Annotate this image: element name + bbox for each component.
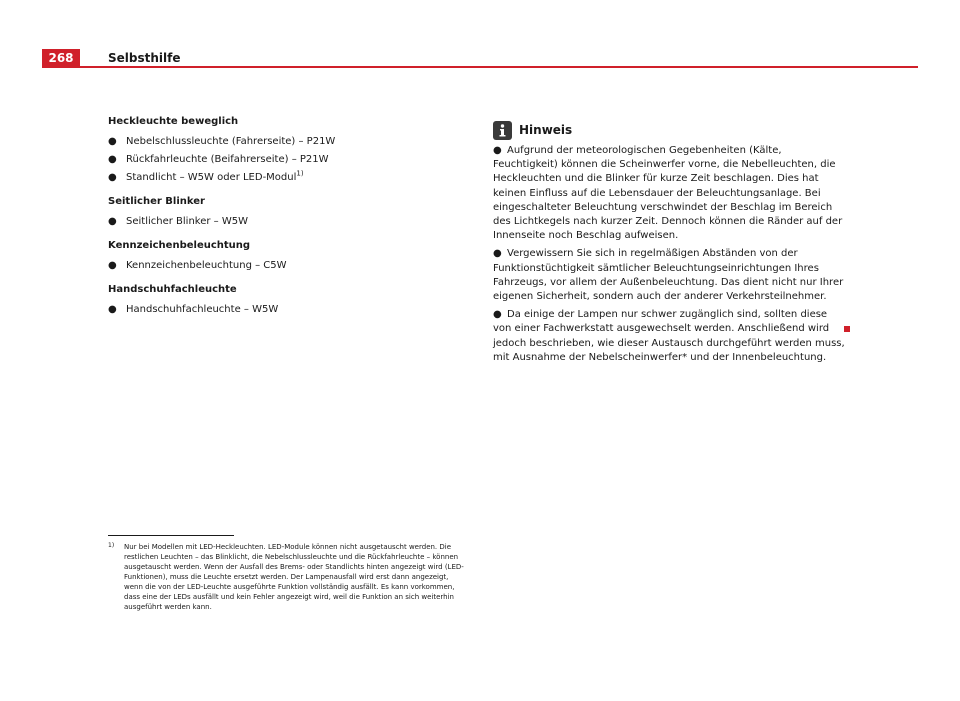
bullet-icon: ● (108, 172, 117, 183)
section-title: Selbsthilfe (108, 51, 181, 65)
group-heading: Seitlicher Blinker (108, 196, 205, 207)
footnote-rule (108, 535, 234, 536)
bullet-icon: ● (108, 304, 117, 315)
footnote-mark: 1) (108, 542, 115, 549)
bullet-icon: ● (108, 154, 117, 165)
footnote-text: Nur bei Modellen mit LED-Heckleuchten. LED-Module können nicht ausgetauscht werden. Die restlichen Leuchten – das Blinklicht, die Nebelschlussleuchte und die Rückfahrleuchte – können ausgetauscht werden. Wenn der Ausfall des Brems- oder Standlichts hinten angezeigt wird (LED-Funktionen), muss die Leuchte ersetzt werden. Der Lampenausfall wird erst dann angezeigt, wenn die von der LED-Leuchte ausgeführte Funktion vollständig ausfällt. Es kann vorkommen, dass eine der LEDs ausfällt und kein Fehler angezeigt wird, weil die Funktion an sich weiterhin ausgeführt werden kann. (124, 543, 464, 611)
group-heading: Kennzeichenbeleuchtung (108, 240, 251, 251)
page-number: 268 (42, 49, 80, 67)
list-item (108, 303, 468, 317)
bullet-icon: ● (108, 216, 117, 227)
note-paragraph (493, 308, 845, 365)
lamp-group (108, 195, 468, 229)
list-item (108, 153, 468, 167)
note-text: Aufgrund der meteorologischen Gegebenheiten (Kälte, Feuchtigkeit) können die Scheinwerfer vorne, die Nebelleuchten, die Heckleuchten und die Blinker für kurze Zeit beschlagen. Dies hat keinen Einfluss auf die Lebensdauer der Beleuchtungsanlage. Bei eingeschalteter Beleuchtung verschwindet der Beschlag im Bereich des Lichtkegels nach kurzer Zeit. Dennoch können die Ränder auf der Innenseite noch Beschlag aufweisen. (493, 145, 843, 242)
list-item-text: Handschuhfachleuchte – W5W (126, 304, 279, 315)
info-icon (493, 121, 512, 140)
note-box (493, 121, 845, 369)
lamp-group (108, 239, 468, 273)
note-paragraph (493, 144, 845, 243)
list-item (108, 259, 468, 273)
list-item-text: Seitlicher Blinker – W5W (126, 216, 248, 227)
bullet-icon: ● (108, 136, 117, 147)
bullet-icon: ● (493, 248, 502, 260)
page-header (42, 49, 918, 67)
lamp-group (108, 283, 468, 317)
bullet-icon: ● (493, 309, 502, 321)
section-end-marker (844, 326, 850, 332)
left-column (108, 115, 468, 327)
footnote-reference[interactable]: 1) (296, 169, 304, 178)
note-title: Hinweis (519, 123, 573, 138)
list-item (108, 171, 468, 185)
note-text: Da einige der Lampen nur schwer zugänglich sind, sollten diese von einer Fachwerkstatt ausgewechselt werden. Anschließend wird jedoch beschrieben, wie dieser Austausch durchgeführt werden muss, mit Ausnahme der Nebelscheinwerfer* und der Innenbeleuchtung. (493, 309, 845, 363)
group-heading: Heckleuchte beweglich (108, 116, 239, 127)
header-rule (42, 66, 918, 68)
list-item-text: Kennzeichenbeleuchtung – C5W (126, 260, 287, 271)
note-header (493, 121, 845, 140)
list-item-text: Rückfahrleuchte (Beifahrerseite) – P21W (126, 154, 329, 165)
list-item (108, 135, 468, 149)
list-item-text: Standlicht – W5W oder LED-Modul (126, 172, 297, 183)
group-heading: Handschuhfachleuchte (108, 284, 237, 295)
bullet-icon: ● (493, 145, 502, 156)
note-text: Vergewissern Sie sich in regelmäßigen Abständen von der Funktionstüchtigkeit sämtlicher Beleuchtungseinrichtungen Ihres Fahrzeugs, vor allem der Außenbeleuchtung. Das dient nicht nur Ihrer eigenen Sicherheit, sondern auch der anderer Verkehrsteilnehmer. (493, 248, 844, 303)
list-item-text: Nebelschlussleuchte (Fahrerseite) – P21W (126, 136, 336, 147)
bullet-icon: ● (108, 260, 117, 271)
lamp-group (108, 115, 468, 185)
note-paragraph (493, 247, 845, 304)
footnote (108, 542, 468, 612)
list-item (108, 215, 468, 229)
